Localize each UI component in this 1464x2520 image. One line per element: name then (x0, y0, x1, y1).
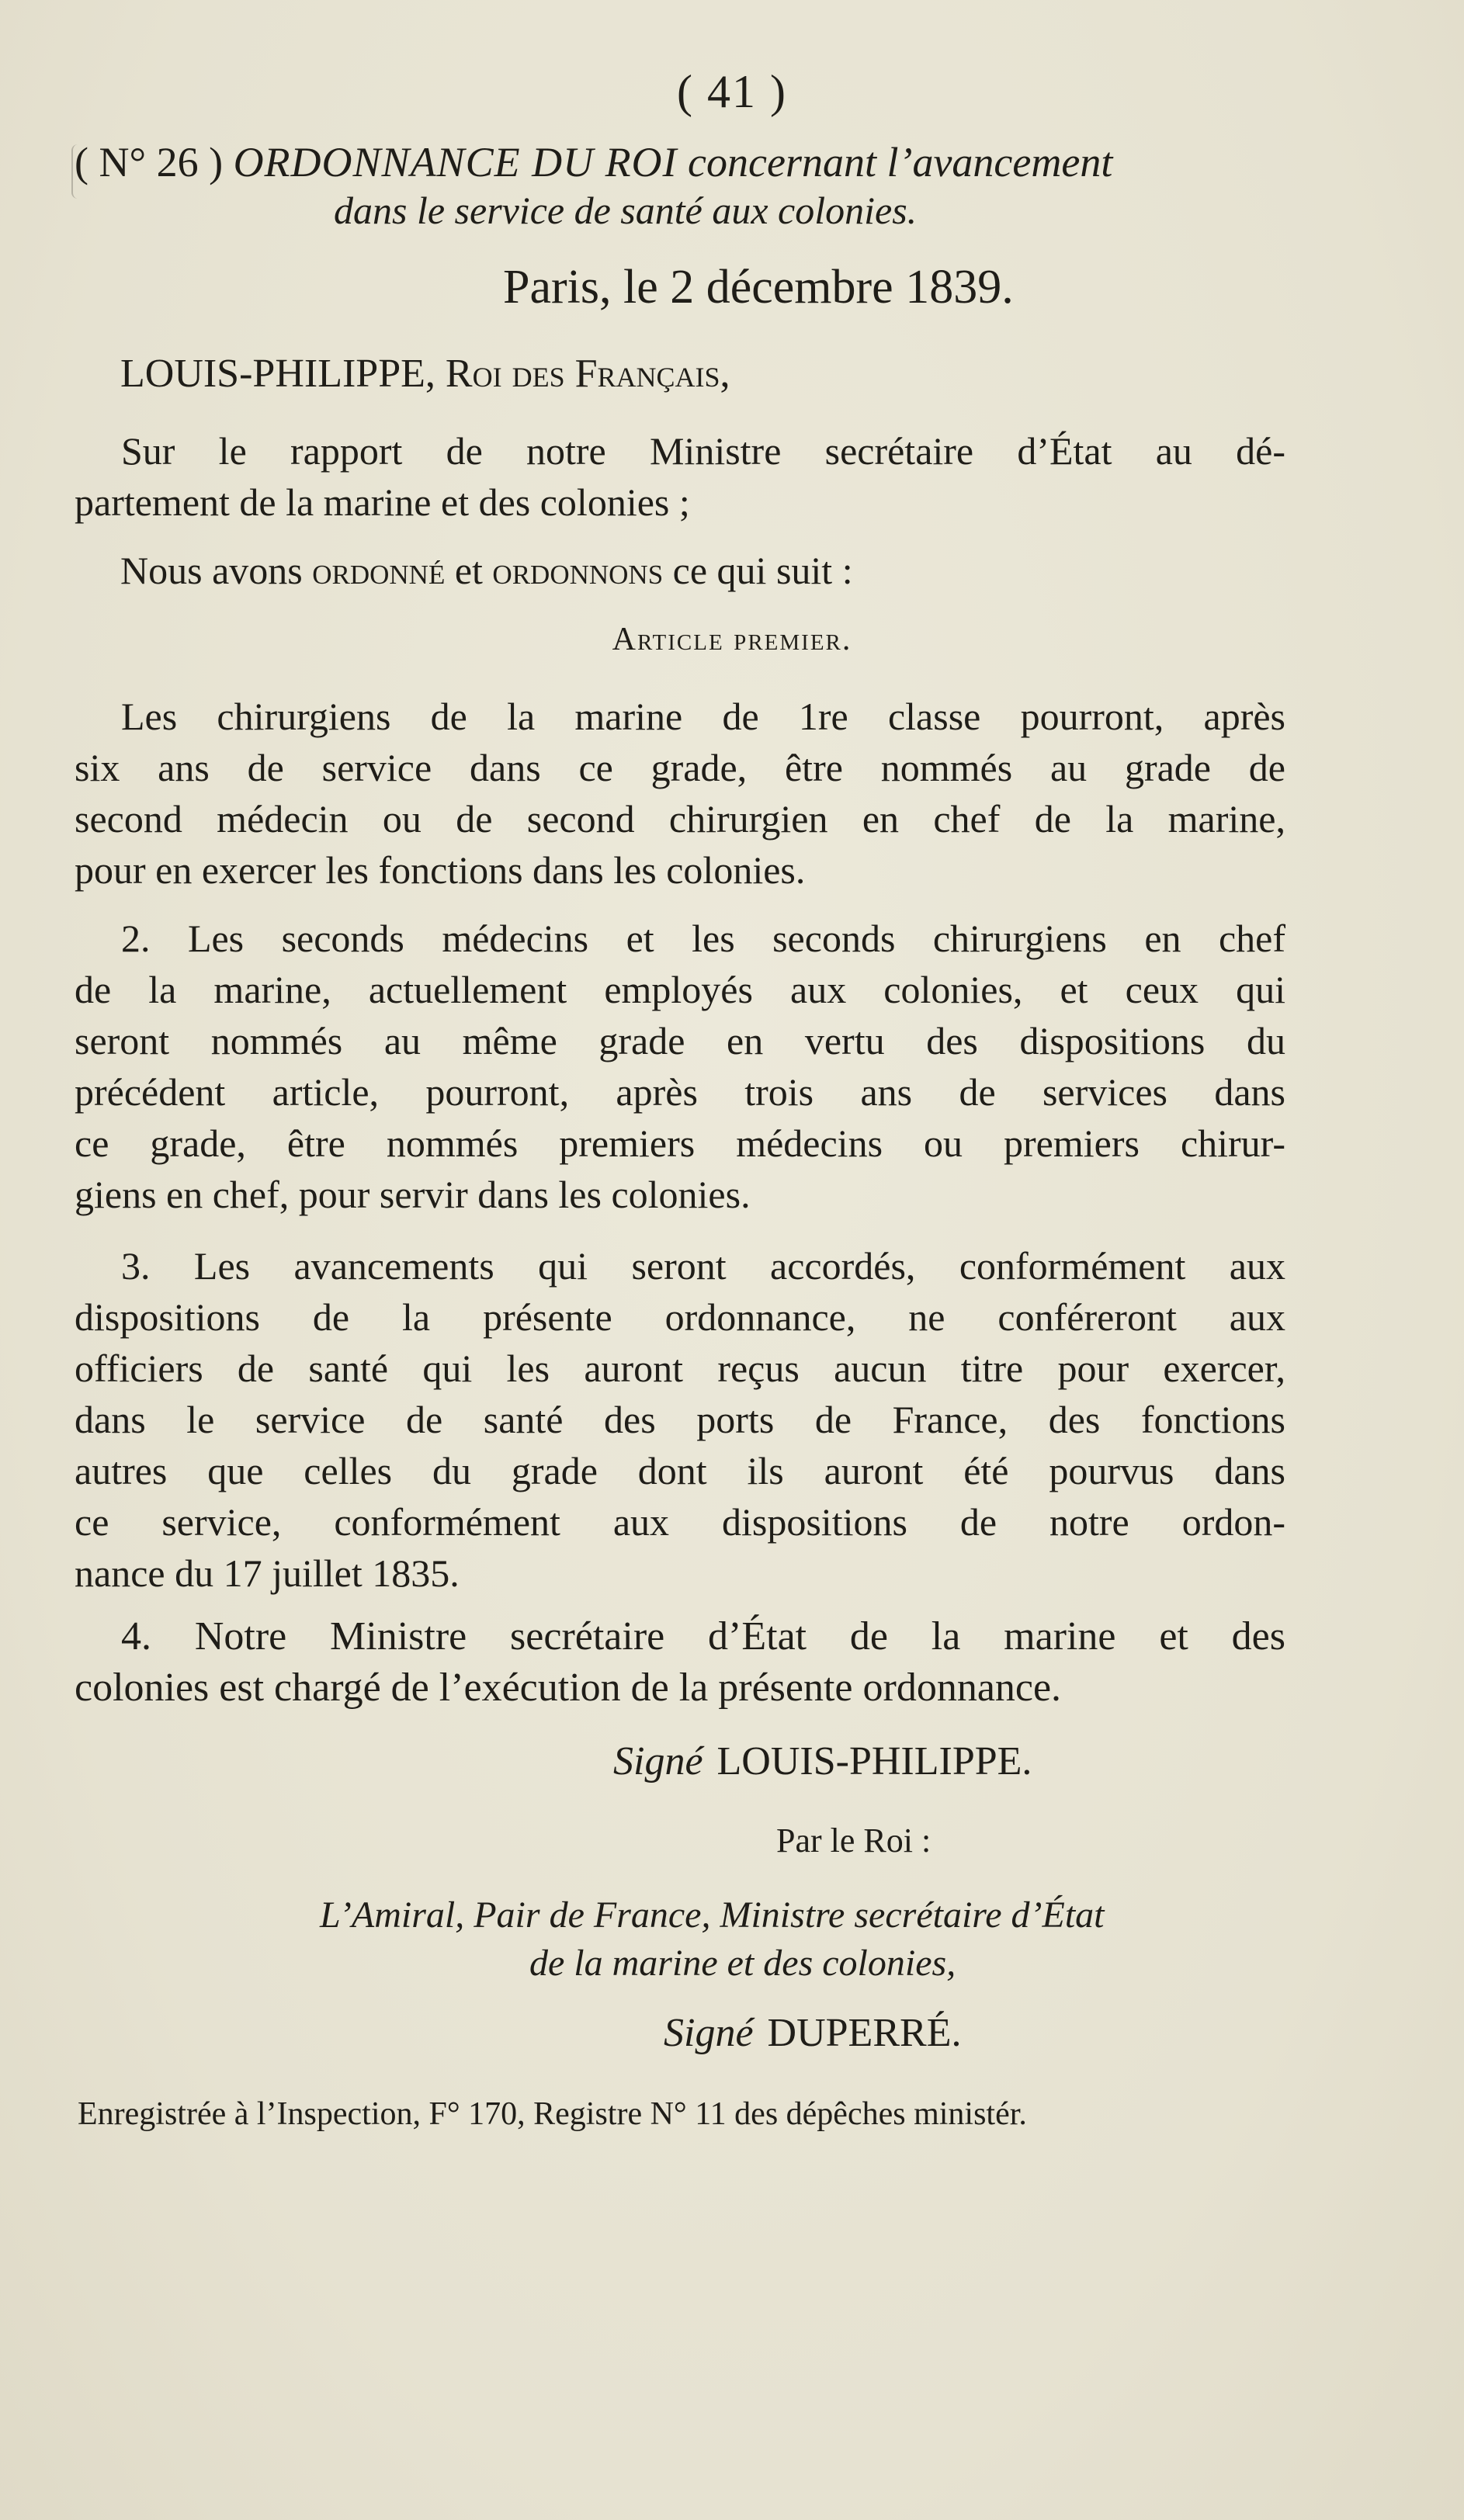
title-line-1 (75, 138, 1112, 186)
countersigner-title-line-1: L’Amiral, Pair de France, Ministre secrétaire d’État (320, 1894, 1105, 1936)
signed-label: Signé (613, 1739, 703, 1783)
ordinance-number: ( N° 26 ) (75, 139, 224, 185)
registration-note: Enregistrée à l’Inspection, F° 170, Registre N° 11 des dépêches ministér. (78, 2096, 1027, 2132)
article-3-line: autres que celles du grade dont ils auront été pourvus dans (75, 1449, 1285, 1492)
article-3-line: nance du 17 juillet 1835. (75, 1551, 460, 1595)
decree-word-ordonnons: ordonnons (492, 549, 664, 592)
dateline: Paris, le 2 décembre 1839. (503, 261, 1014, 314)
article-2-line: giens en chef, pour servir dans les colonies. (75, 1173, 751, 1216)
article-3-line: ce service, conformément aux dispositions de notre ordon- (75, 1500, 1285, 1544)
article-4 (75, 1611, 1285, 1714)
preamble (75, 425, 1285, 528)
title-line-2: dans le service de santé aux colonies. (334, 189, 918, 232)
decree-word-ordonne: ordonné (312, 549, 446, 592)
article-1-line: six ans de service dans ce grade, être nommés au grade de (75, 746, 1285, 789)
article-1-line: second médecin ou de second chirurgien en chef de la marine, (75, 797, 1285, 841)
signature-minister (664, 2010, 961, 2056)
article-2 (75, 913, 1285, 1220)
ordinance-subject: concernant l’avancement (688, 139, 1113, 185)
article-2-line: de la marine, actuellement employés aux colonies, et ceux qui (75, 968, 1285, 1011)
signatory-name: LOUIS-PHILIPPE. (716, 1739, 1032, 1783)
signatory-name: DUPERRÉ. (767, 2011, 962, 2055)
article-3-line: 3. Les avancements qui seront accordés, conformément aux (121, 1244, 1285, 1288)
article-1 (75, 691, 1285, 896)
preamble-line: Sur le rapport de notre Ministre secrétaire d’État au dé- (121, 429, 1285, 473)
article-3-line: dans le service de santé des ports de France, des fonctions (75, 1398, 1285, 1441)
article-2-line: précédent article, pourront, après trois ans de services dans (75, 1070, 1285, 1114)
countersigner-title-line-2: de la marine et des colonies, (529, 1943, 956, 1984)
preamble-line: partement de la marine et des colonies ; (75, 480, 690, 524)
article-2-line: ce grade, être nommés premiers médecins ou premiers chirur- (75, 1121, 1285, 1165)
article-3 (75, 1240, 1285, 1599)
decree-prefix: Nous avons (120, 549, 303, 592)
decree-suffix: ce qui suit : (672, 549, 853, 592)
article-3-line: dispositions de la présente ordonnance, ne conféreront aux (75, 1295, 1285, 1339)
article-heading: Article premier. (612, 622, 852, 657)
article-4-line: 4. Notre Ministre secrétaire d’État de la marine et des (121, 1614, 1285, 1659)
article-3-line: officiers de santé qui les auront reçus aucun titre pour exercer, (75, 1347, 1285, 1390)
king-title: Roi des Français, (445, 352, 730, 396)
decree-line (120, 548, 853, 593)
article-2-line: seront nommés au même grade en vertu des dispositions du (75, 1019, 1285, 1062)
signed-label: Signé (664, 2011, 754, 2055)
article-4-line: colonies est chargé de l’exécution de la présente ordonnance. (75, 1666, 1062, 1710)
article-1-line: Les chirurgiens de la marine de 1re classe pourront, après (121, 695, 1285, 738)
article-1-line: pour en exercer les fonctions dans les colonies. (75, 848, 806, 892)
ordinance-heading: ORDONNANCE DU ROI (233, 139, 678, 185)
king-name: LOUIS-PHILIPPE, (120, 352, 435, 396)
signature-king (613, 1738, 1032, 1784)
article-2-line: 2. Les seconds médecins et les seconds chirurgiens en chef (121, 917, 1285, 960)
king-line (120, 351, 730, 397)
page-number: ( 41 ) (677, 66, 787, 117)
par-le-roi: Par le Roi : (776, 1822, 931, 1860)
decree-middle: et (454, 549, 483, 592)
